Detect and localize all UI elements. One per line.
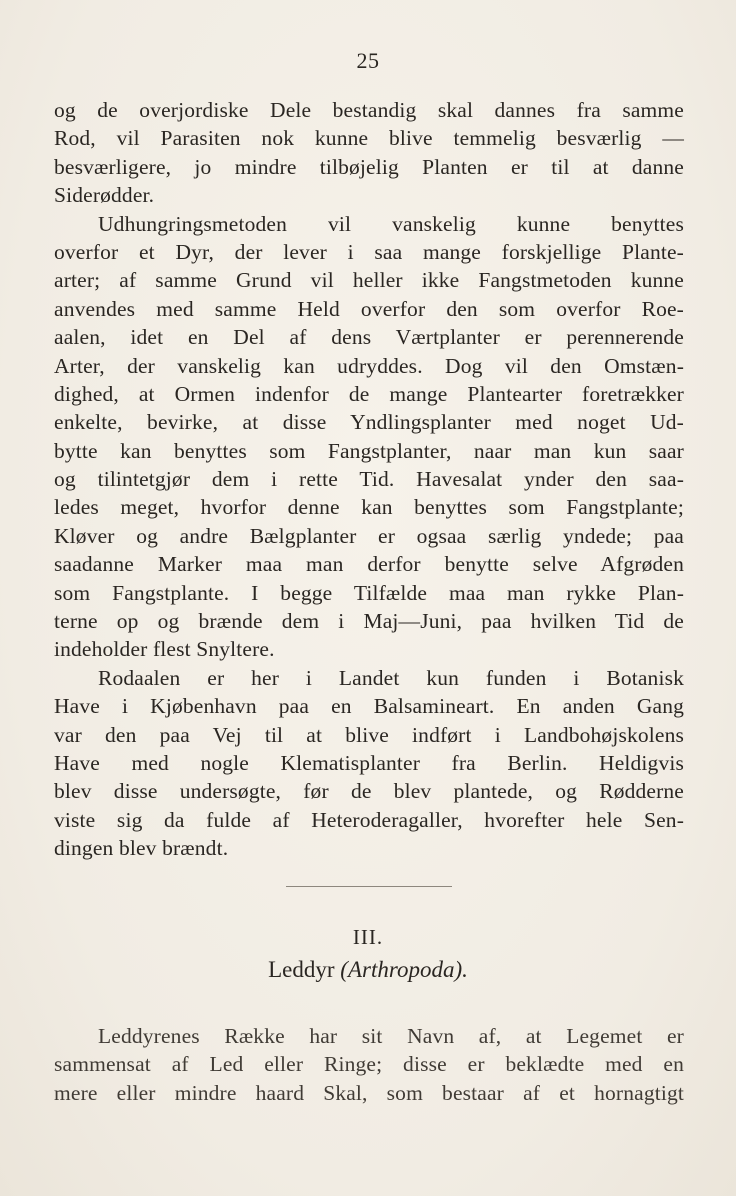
text-line: aalen, idet en Del af dens Værtplanter er perennerende (54, 325, 684, 350)
text-line: bytte kan benyttes som Fangstplanter, naar man kun saar (54, 438, 684, 463)
text-line: viste sig da fulde af Heteroderagaller, hvorefter hele Sen- (54, 807, 684, 832)
page-number: 25 (356, 48, 380, 73)
text-line: ledes meget, hvorfor denne kan benyttes som Fangstplante; (54, 495, 684, 520)
text-line: saadanne Marker maa man derfor benytte selve Afgrøden (54, 552, 684, 577)
text-line: og tilintetgjør dem i rette Tid. Havesalat ynder den saa- (54, 467, 684, 492)
text-line: Kløver og andre Bælgplanter er ogsaa særlig yndede; paa (54, 523, 684, 548)
text-line: mere eller mindre haard Skal, som bestaar af et hornagtigt (54, 1080, 684, 1105)
text-line: dingen blev brændt. (54, 836, 229, 861)
section-title (0, 957, 736, 983)
text-line: og de overjordiske Dele bestandig skal dannes fra samme (54, 98, 684, 122)
text-line: sammensat af Led eller Ringe; disse er beklædte med en (54, 1052, 684, 1077)
text-line: Arter, der vanskelig kan udryddes. Dog vil den Omstæn- (54, 353, 684, 378)
text-line: Udhungringsmetoden vil vanskelig kunne benyttes (98, 211, 684, 236)
section-number: III. (352, 925, 384, 949)
text-line: blev disse undersøgte, før de blev plantede, og Rødderne (54, 779, 684, 804)
text-line: besværligere, jo mindre tilbøjelig Planten er til at danne (54, 154, 684, 179)
text-line: arter; af samme Grund vil heller ikke Fangstmetoden kunne (54, 268, 684, 293)
text-line: Rodaalen er her i Landet kun funden i Botanisk (98, 665, 684, 690)
body-text (54, 96, 684, 863)
text-line: indeholder flest Snyltere. (54, 637, 275, 662)
text-line: Leddyrenes Række har sit Navn af, at Legemet er (98, 1024, 684, 1048)
text-line: Have i Kjøbenhavn paa en Balsamineart. En anden Gang (54, 694, 684, 719)
text-line: overfor et Dyr, der lever i saa mange forskjellige Plante- (54, 239, 684, 264)
section-title-latin: (Arthropoda). (340, 957, 468, 982)
text-line: enkelte, bevirke, at disse Yndlingsplanter med noget Ud- (54, 410, 684, 435)
text-line: som Fangstplante. I begge Tilfælde maa man rykke Plan- (54, 580, 684, 605)
text-line: dighed, at Ormen indenfor de mange Plantearter foretrækker (54, 381, 684, 406)
text-line: var den paa Vej til at blive indført i Landbohøjskolens (54, 722, 684, 747)
text-line: Siderødder. (54, 183, 155, 208)
section-title-danish: Leddyr (268, 957, 335, 982)
text-line: Rod, vil Parasiten nok kunne blive temmelig besværlig — (54, 126, 684, 151)
section-divider (286, 886, 452, 887)
section-body-text (54, 1022, 684, 1107)
text-line: terne op og brænde dem i Maj—Juni, paa hvilken Tid de (54, 609, 684, 634)
text-line: anvendes med samme Held overfor den som overfor Roe- (54, 296, 684, 321)
text-line: Have med nogle Klematisplanter fra Berlin. Heldigvis (54, 750, 684, 775)
